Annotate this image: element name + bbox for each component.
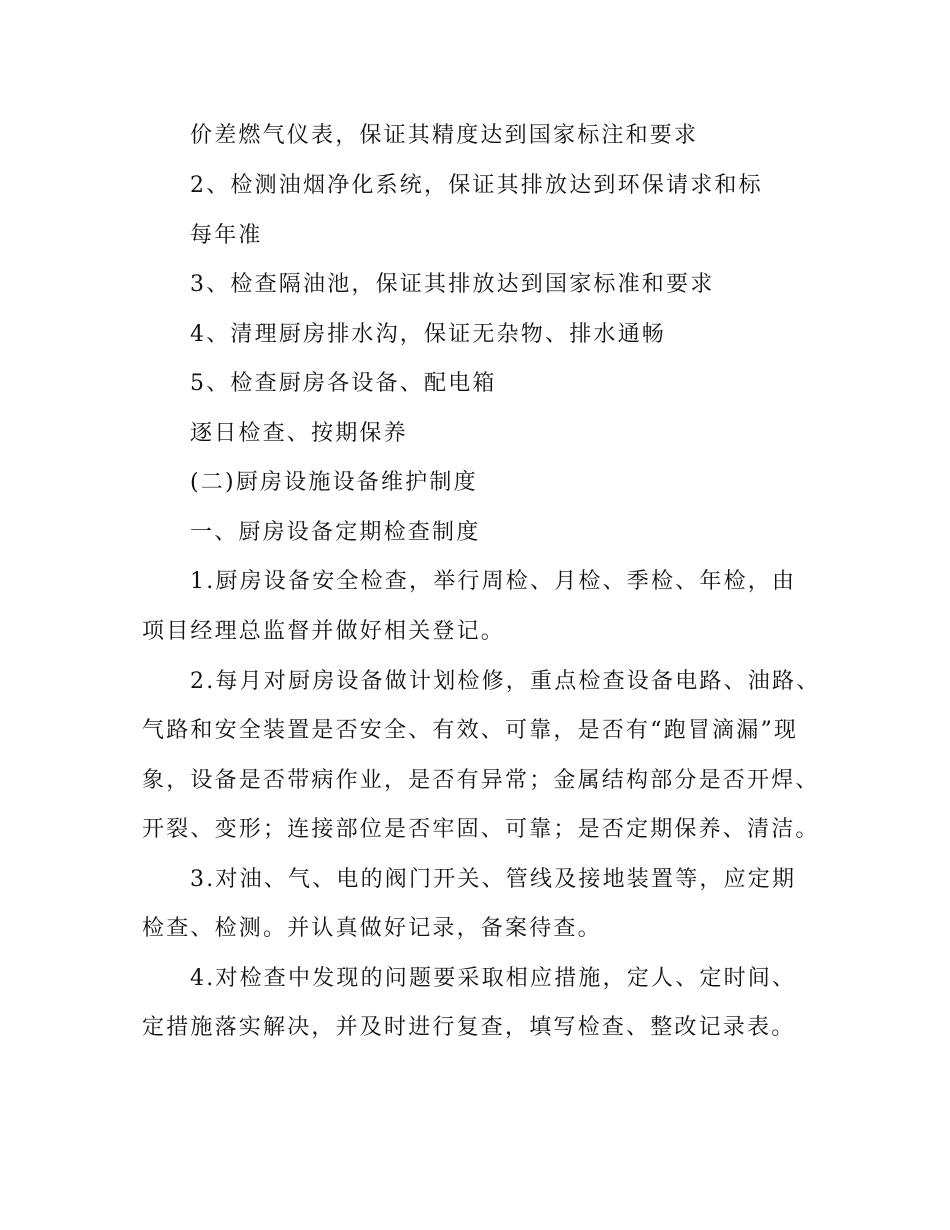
paragraph-2-line-1: 2.每月对厨房设备做计划检修，重点检查设备电路、油路、 (190, 669, 821, 694)
list-line: 逐日检查、按期保养 (190, 421, 408, 446)
subsection-heading: 一、厨房设备定期检查制度 (190, 520, 481, 545)
paragraph-2-line-4: 开裂、变形；连接部位是否牢固、可靠；是否定期保养、清洁。 (142, 817, 820, 842)
list-line: 每年准 (190, 223, 263, 248)
paragraph-3-line-1: 3.对油、气、电的阀门开关、管线及接地装置等，应定期 (190, 867, 797, 892)
paragraph-3-line-2: 检查、检测。并认真做好记录，备案待查。 (142, 916, 602, 941)
paragraph-1-line-1: 1.厨房设备安全检查，举行周检、月检、季检、年检，由 (190, 569, 797, 594)
list-item-2: 2、检测油烟净化系统，保证其排放达到环保请求和标 (190, 173, 763, 198)
list-line: 价差燃气仪表，保证其精度达到国家标注和要求 (190, 123, 699, 148)
paragraph-1-line-2: 项目经理总监督并做好相关登记。 (142, 619, 506, 644)
paragraph-4-line-1: 4.对检查中发现的问题要采取相应措施，定人、定时间、 (190, 966, 797, 991)
paragraph-4-line-2: 定措施落实解决，并及时进行复查，填写检查、整改记录表。 (142, 1015, 796, 1040)
section-heading: (二)厨房设施设备维护制度 (190, 470, 478, 495)
paragraph-2-line-2: 气路和安全装置是否安全、有效、可靠，是否有“跑冒滴漏”现 (142, 718, 799, 743)
paragraph-2-line-3: 象，设备是否带病作业，是否有异常；金属结构部分是否开焊、 (142, 768, 820, 793)
list-item-4: 4、清理厨房排水沟，保证无杂物、排水通畅 (190, 322, 666, 347)
list-item-5: 5、检查厨房各设备、配电箱 (190, 371, 497, 396)
list-item-3: 3、检查隔油池，保证其排放达到国家标准和要求 (190, 272, 715, 297)
